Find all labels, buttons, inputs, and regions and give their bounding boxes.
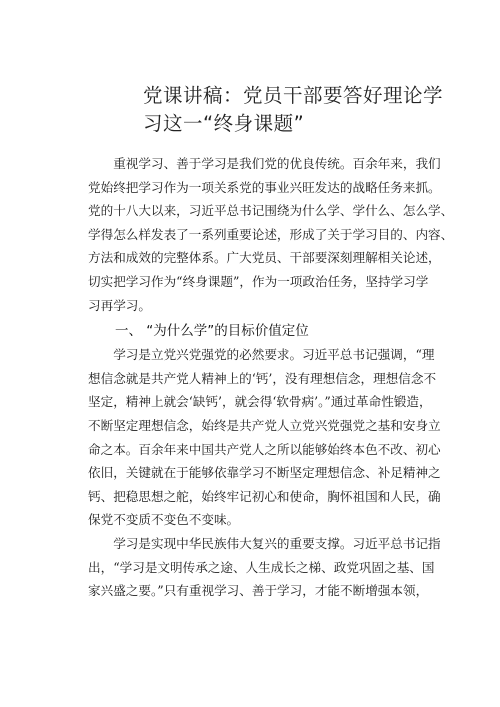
text-line: 学习是立党兴党强党的必然要求。习近平总书记强调，“理 [88,347,435,363]
text-line: 不断坚定理想信念，始终是共产党人立党兴党强党之基和安身立 [88,417,441,433]
document-body [88,152,454,603]
title-line-2: 习这一“终身课题” [143,112,305,135]
document-title [143,82,443,138]
text-line: 重视学习、善于学习是我们党的优良传统。百余年来，我们 [88,156,441,171]
text-line: 党的十八大以来，习近平总书记围绕为什么学、学什么、怎么学、 [88,203,454,219]
text-line: 想信念就是共产党人精神上的‘钙’，没有理想信念，理想信念不 [88,370,437,386]
text-line: 切实把学习作为“终身课题”，作为一项政治任务，坚持学习学 [88,273,429,289]
text-line: 学习是实现中华民族伟大复兴的重要支撑。习近平总书记指 [88,535,441,551]
title-line-1: 党课讲稿：党员干部要答好理论学 [143,84,444,107]
text-line: 钙、把稳思想之舵，始终牢记初心和使命，胸怀祖国和人民，确 [88,488,441,504]
text-line: 坚定，精神上就会‘缺钙’，就会得‘软骨病’。”通过革命性锻造， [88,394,432,410]
text-line: 党始终把学习作为一项关系党的事业兴旺发达的战略任务来抓。 [88,179,441,195]
text-line: 方法和成效的完整体系。广大党员、干部要深刻理解相关论述， [88,250,441,266]
text-line: 保党不变质不变色不变味。 [88,512,240,528]
text-line: 家兴盛之要。”只有重视学习、善于学习，才能不断增强本领， [88,583,429,599]
intro-paragraph [88,152,454,317]
section-paragraph-1 [88,343,448,532]
text-line: 出，“学习是文明传承之途、人生成长之梯、政党巩固之基、国 [88,559,435,575]
text-line: 习再学习。 [88,297,151,313]
section-paragraph-2 [88,532,448,603]
section-heading: 一、 “为什么学”的目标价值定位 [88,323,309,340]
text-line: 依旧，关键就在于能够依靠学习不断坚定理想信念、补足精神之 [88,465,441,481]
text-line: 学得怎么样发表了一系列重要论述，形成了关于学习目的、内容、 [88,226,454,242]
text-line: 命之本。百余年来中国共产党人之所以能够始终本色不改、初心 [88,441,441,457]
